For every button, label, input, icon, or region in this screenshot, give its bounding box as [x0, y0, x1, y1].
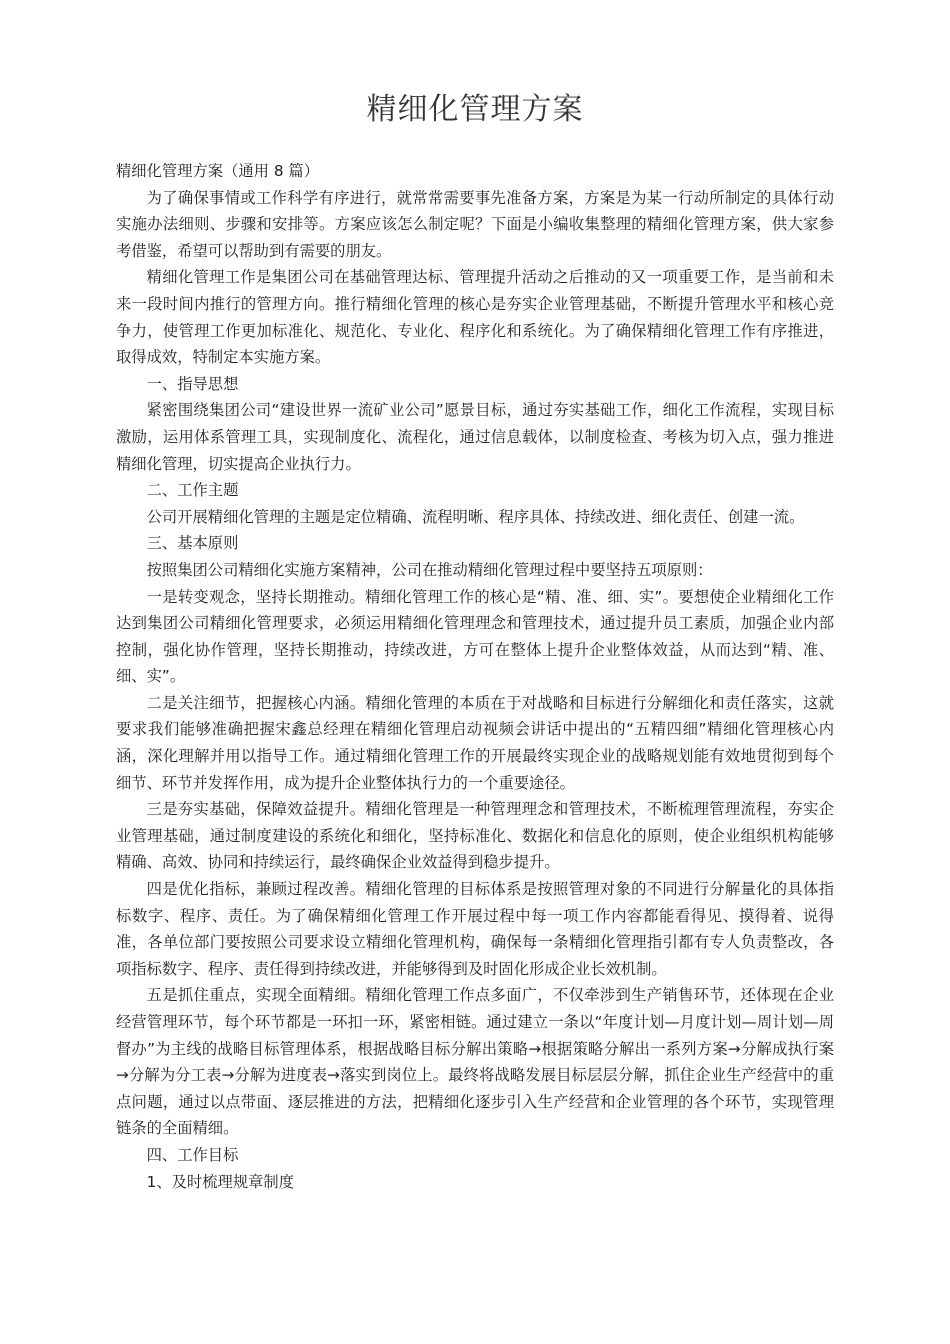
page-title: 精细化管理方案: [366, 92, 584, 127]
section-heading-work-theme: 二、工作主题: [146, 481, 239, 500]
paragraph-principle-5: 五是抓住重点，实现全面精细。精细化管理工作点多面广，不仅牵涉到生产销售环节，还体现在企业经营管理环节，每个环节都是一环扣一环，紧密相链。通过建立一条以“年度计划—月度计划—周计划—周督办”为主线的战略目标管理体系，根据战略目标分解出策略→根据策略分解出一系列方案→分解成执行案→分解为分工表→分解为进度表→落实到岗位上。最终将战略发展目标层层分解，抓住企业生产经营中的重点问题，通过以点带面、逐层推进的方法，把精细化逐步引入生产经营和企业管理的各个环节，实现管理链条的全面精细。: [116, 986, 834, 1138]
sub-heading-goal-1: 1、及时梳理规章制度: [146, 1172, 294, 1191]
paragraph-principle-1: 一是转变观念，坚持长期推动。精细化管理工作的核心是“精、准、细、实”。要想使企业精细化工作达到集团公司精细化管理要求，必须运用精细化管理理念和管理技术，通过提升员工素质，加强企业内部控制，强化协作管理，坚持长期推动，持续改进，方可在整体上提升企业整体效益，从而达到“精、准、细、实”。: [116, 587, 834, 686]
document-subtitle: 精细化管理方案（通用 8 篇）: [116, 162, 320, 180]
paragraph-work-theme: 公司开展精细化管理的主题是定位精确、流程明晰、程序具体、持续改进、细化责任、创建一流。: [146, 507, 805, 526]
document-body: [116, 158, 834, 1195]
paragraph-principle-4: 四是优化指标，兼顾过程改善。精细化管理的目标体系是按照管理对象的不同进行分解量化的具体指标数字、程序、责任。为了确保精细化管理工作开展过程中每一项工作内容都能看得见、摸得着、说得准，各单位部门要按照公司要求设立精细化管理机构，确保每一条精细化管理指引都有专人负责整改，各项指标数字、程序、责任得到持续改进，并能够得到及时固化形成企业长效机制。: [116, 880, 834, 978]
paragraph-principles-intro: 按照集团公司精细化实施方案精神，公司在推动精细化管理过程中要坚持五项原则：: [146, 560, 713, 579]
paragraph-guiding-ideology: 紧密围绕集团公司“建设世界一流矿业公司”愿景目标，通过夯实基础工作，细化工作流程，实现目标激励，运用体系管理工具，实现制度化、流程化，通过信息载体，以制度检查、考核为切入点，强力推进精细化管理，切实提高企业执行力。: [116, 401, 834, 473]
section-heading-guiding-ideology: 一、指导思想: [146, 374, 239, 393]
section-heading-basic-principles: 三、基本原则: [146, 534, 239, 553]
paragraph-principle-3: 三是夯实基础，保障效益提升。精细化管理是一种管理理念和管理技术，不断梳理管理流程，夯实企业管理基础，通过制度建设的系统化和细化，坚持标准化、数据化和信息化的原则，使企业组织机构能够精确、高效、协同和持续运行，最终确保企业效益得到稳步提升。: [116, 800, 834, 872]
paragraph-intro: 为了确保事情或工作科学有序进行，就常常需要事先准备方案，方案是为某一行动所制定的具体行动实施办法细则、步骤和安排等。方案应该怎么制定呢？下面是小编收集整理的精细化管理方案，供大家参考借鉴，希望可以帮助到有需要的朋友。: [116, 188, 834, 260]
paragraph-principle-2: 二是关注细节，把握核心内涵。精细化管理的本质在于对战略和目标进行分解细化和责任落实，这就要求我们能够准确把握宋鑫总经理在精细化管理启动视频会讲话中提出的“五精四细”精细化管理核心内涵，深化理解并用以指导工作。通过精细化管理工作的开展最终实现企业的战略规划能有效地贯彻到每个细节、环节并发挥作用，成为提升企业整体执行力的一个重要途径。: [116, 693, 834, 792]
paragraph-background: 精细化管理工作是集团公司在基础管理达标、管理提升活动之后推动的又一项重要工作，是当前和未来一段时间内推行的管理方向。推行精细化管理的核心是夯实企业管理基础，不断提升管理水平和核心竞争力，使管理工作更加标准化、规范化、专业化、程序化和系统化。为了确保精细化管理工作有序推进，取得成效，特制定本实施方案。: [116, 268, 834, 367]
section-heading-work-goals: 四、工作目标: [146, 1145, 239, 1164]
